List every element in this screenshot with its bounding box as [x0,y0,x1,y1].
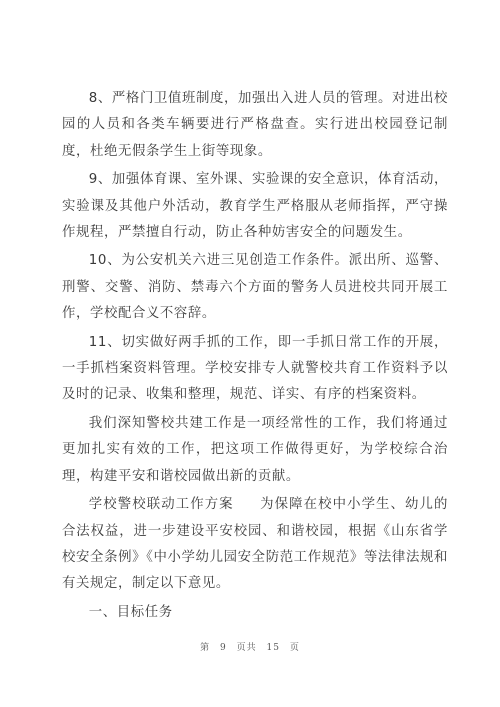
section-heading: 一、目标任务 [88,604,173,620]
paragraph-item-10: 10、为公安机关六进三见创造工作条件。派出所、巡警、刑警、交警、消防、禁毒六个方面的警务人员进校共同开展工作，学校配合义不容辞。 [62,253,448,322]
footer-total-pages: 15 [266,643,280,653]
paragraph-item-8: 8、严格门卫值班制度，加强出入进人员的管理。对进出校园的人员和各类车辆要进行严格盘查。实行进出校园登记制度，杜绝无假条学生上街等现象。 [62,91,448,159]
paragraph-conclusion: 我们深知警校共建工作是一项经常性的工作，我们将通过更加扎实有效的工作，把这项工作做得更好，为学校综合治理，构建平安和谐校园做出新的贡献。 [62,415,448,484]
plan-body: 为保障在校中小学生、幼儿的合法权益，进一步建设平安校园、和谐校园，根据《山东省学校安全条例》《中小学幼儿园安全防范工作规范》等法律法规和有关规定，制定以下意见。 [62,497,448,592]
footer-suffix: 页 [289,643,300,653]
paragraph-item-9: 9、加强体育课、室外课、实验课的安全意识，体育活动，实验课及其他户外活动，教育学生严格服从老师指挥，严守操作规程，严禁擅自行动，防止各种妨害安全的问题发生。 [62,172,448,241]
paragraph-item-11: 11、切实做好两手抓的工作，即一手抓日常工作的开展，一手抓档案资料管理。学校安排专人就警校共育工作资料予以及时的记录、收集和整理，规范、详实、有序的档案资料。 [62,334,448,403]
plan-title: 学校警校联动工作方案 [88,497,234,513]
document-body [62,86,448,628]
plan-paragraph [62,492,448,598]
footer-current-page: 9 [220,643,227,653]
footer-middle: 页共 [236,643,257,653]
page-footer [0,640,500,653]
footer-prefix: 第 [200,643,211,653]
